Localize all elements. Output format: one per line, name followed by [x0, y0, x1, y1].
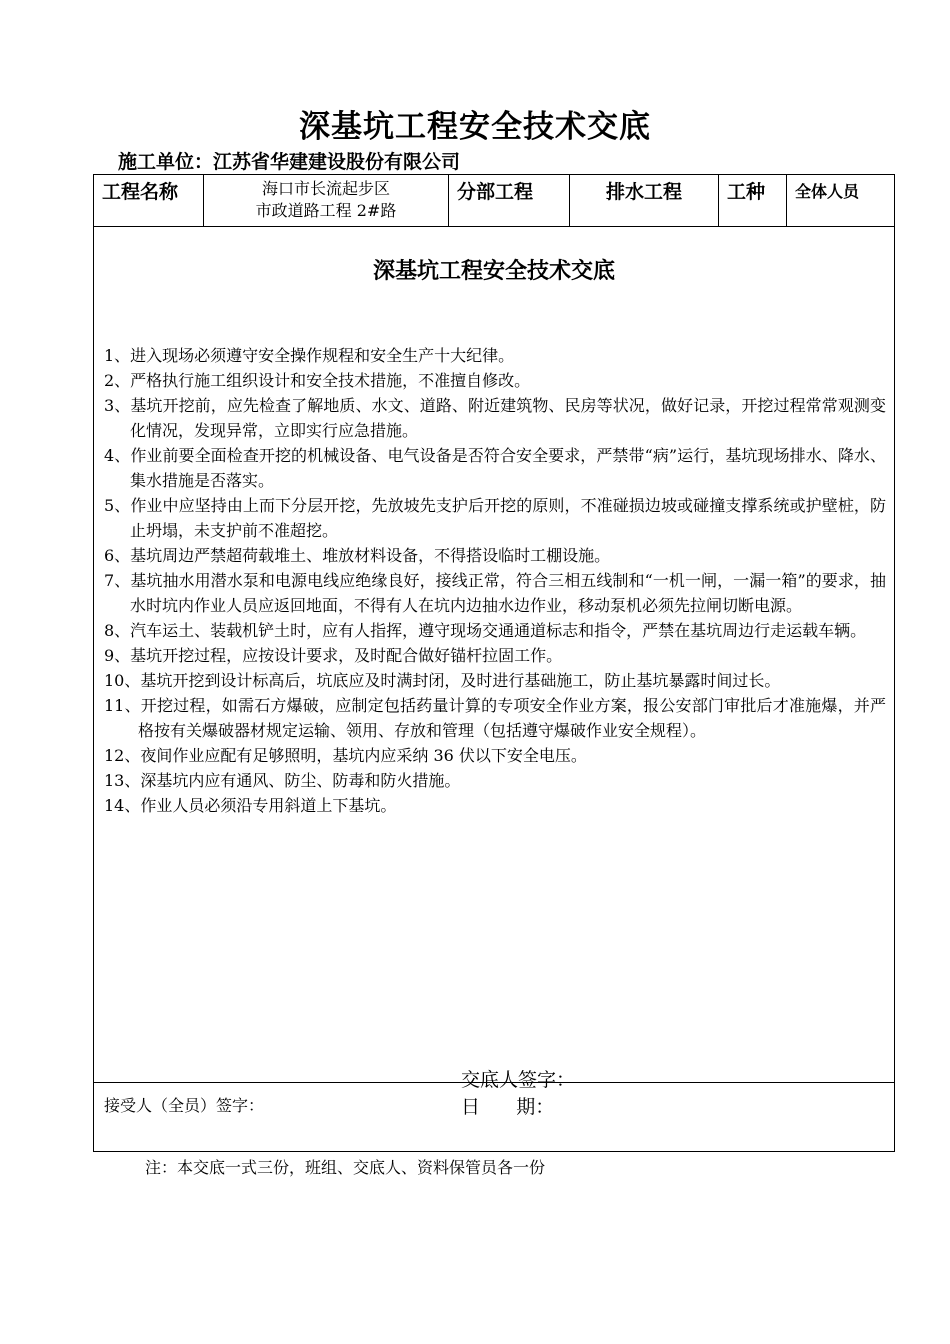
header-row — [94, 175, 894, 227]
project-name-line1: 海口市长流起步区 — [261, 179, 390, 198]
list-item: 6、基坑周边严禁超荷载堆土、堆放材料设备，不得搭设临时工棚设施。 — [104, 546, 611, 565]
date-label: 日 期： — [461, 1096, 555, 1118]
list-item: 14、作业人员必须沿专用斜道上下基坑。 — [104, 796, 397, 815]
document-title: 深基坑工程安全技术交底 — [299, 109, 651, 145]
project-name-label-cell — [94, 175, 204, 226]
division-label: 分部工程 — [457, 181, 534, 203]
division-value-cell — [570, 175, 719, 226]
division-label-cell — [449, 175, 570, 226]
project-name-line2: 市政道路工程 2#路 — [255, 201, 397, 220]
trade-value-cell — [787, 175, 894, 226]
list-item: 10、基坑开挖到设计标高后，坑底应及时满封闭，及时进行基础施工，防止基坑暴露时间过长。 — [104, 671, 781, 690]
receiver-signature-label: 接受人（全员）签字： — [104, 1096, 265, 1115]
project-name-value-cell — [204, 175, 449, 226]
project-name-value — [204, 175, 448, 222]
list-item: 13、深基坑内应有通风、防尘、防毒和防火措施。 — [104, 771, 461, 790]
construction-unit: 施工单位：江苏省华建建设股份有限公司 — [118, 151, 461, 173]
list-item: 8、汽车运土、装载机铲土时，应有人指挥，遵守现场交通通道标志和指令，严禁在基坑周边行走运载车辆。 — [104, 621, 867, 640]
list-item: 1、进入现场必须遵守安全操作规程和安全生产十大纪律。 — [104, 346, 515, 365]
safety-items-list — [104, 343, 886, 818]
trade-label-cell — [719, 175, 787, 226]
list-item: 5、作业中应坚持由上而下分层开挖，先放坡先支护后开挖的原则，不准碰损边坡或碰撞支撑系统或护壁桩，防止坍塌，未支护前不准超挖。 — [104, 496, 886, 540]
list-item: 7、基坑抽水用潜水泵和电源电线应绝缘良好，接线正常，符合三相五线制和“一机一闸，一漏一箱”的要求，抽水时坑内作业人员应返回地面，不得有人在坑内边抽水边作业，移动泵机必须先拉闸切断电源。 — [104, 571, 886, 615]
trade-label: 工种 — [727, 181, 766, 203]
list-item: 12、夜间作业应配有足够照明，基坑内应采纳 36 伏以下安全电压。 — [104, 746, 587, 765]
disclosure-form — [93, 174, 895, 1152]
list-item: 9、基坑开挖过程，应按设计要求，及时配合做好锚杆拉固工作。 — [104, 646, 563, 665]
signature-block — [461, 1067, 575, 1121]
list-item: 2、严格执行施工组织设计和安全技术措施，不准擅自修改。 — [104, 371, 531, 390]
signer-label: 交底人签字： — [461, 1069, 576, 1091]
division-value: 排水工程 — [605, 181, 682, 203]
project-name-label: 工程名称 — [102, 181, 179, 203]
list-item: 11、开挖过程，如需石方爆破，应制定包括药量计算的专项安全作业方案，报公安部门审批后才准施爆，并严格按有关爆破器材规定运输、领用、存放和管理（包括遵守爆破作业安全规程）。 — [104, 696, 886, 740]
list-item: 3、基坑开挖前，应先检查了解地质、水文、道路、附近建筑物、民房等状况，做好记录，开挖过程常常观测变化情况，发现异常，立即实行应急措施。 — [104, 396, 886, 440]
list-item: 4、作业前要全面检查开挖的机械设备、电气设备是否符合安全要求，严禁带“病”运行，基坑现场排水、降水、集水措施是否落实。 — [104, 446, 886, 490]
footer-note: 注：本交底一式三份，班组、交底人、资料保管员各一份 — [145, 1158, 546, 1177]
content-title: 深基坑工程安全技术交底 — [372, 259, 615, 284]
trade-value: 全体人员 — [795, 182, 860, 201]
